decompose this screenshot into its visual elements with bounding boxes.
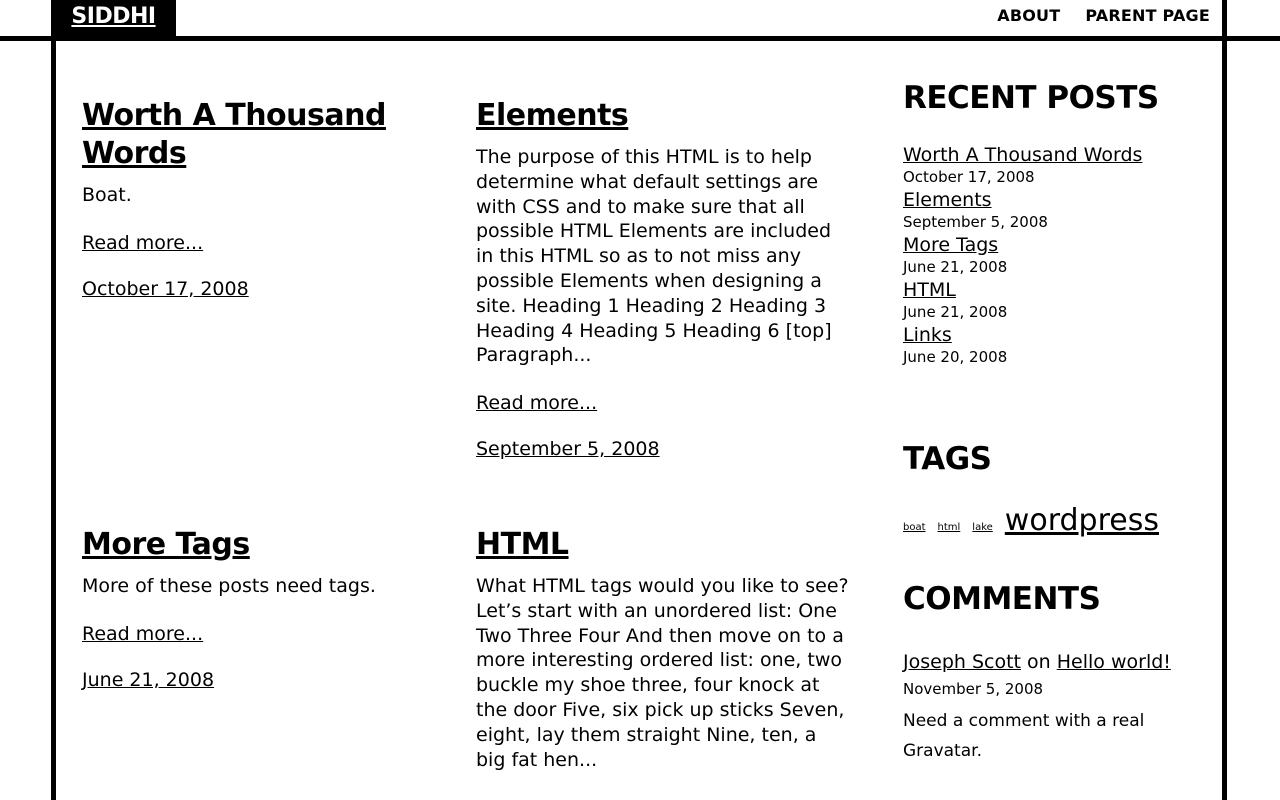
post-excerpt: What HTML tags would you like to see? Let’s start with an unordered list: One Two Three Four And then move on to a more interesting ordered list: one, two buckle my shoe three, four knock at the door Five, six pick up sticks Seven, eight, lay them straight Nine, ten, a big fat hen... xyxy=(476,575,849,771)
post-excerpt: The purpose of this HTML is to help determine what default settings are with CSS and to make sure that all possible HTML Elements are included in this HTML so as to not miss any possible Elements when designing a site. Heading 1 Heading 2 Heading 3 Heading 4 Heading 5 Heading 6 [top] Paragraph... xyxy=(476,146,832,367)
post-excerpt: More of these posts need tags. xyxy=(82,575,376,597)
recent-post-date: June 21, 2008 xyxy=(903,303,1008,321)
list-item xyxy=(903,323,1223,367)
post-card xyxy=(476,97,851,460)
post-card xyxy=(476,526,851,772)
tag-link-lake[interactable]: lake xyxy=(972,522,993,533)
post-title[interactable]: HTML xyxy=(476,527,569,562)
recent-post-link[interactable]: Links xyxy=(903,324,952,346)
tag-link-html[interactable]: html xyxy=(937,522,961,533)
nav-about[interactable]: ABOUT xyxy=(997,6,1061,25)
list-item xyxy=(903,278,1223,322)
tags-heading: TAGS xyxy=(903,441,992,477)
post-excerpt: Boat. xyxy=(82,184,132,206)
post-title[interactable]: More Tags xyxy=(82,527,250,562)
comment-post-link[interactable]: Hello world! xyxy=(1056,651,1171,673)
recent-post-link[interactable]: Elements xyxy=(903,189,992,211)
post-card xyxy=(82,97,412,300)
comments-heading: COMMENTS xyxy=(903,581,1101,617)
list-item xyxy=(903,188,1223,232)
comment-date: November 5, 2008 xyxy=(903,680,1044,698)
recent-post-date: October 17, 2008 xyxy=(903,168,1035,186)
top-nav xyxy=(997,6,1210,25)
read-more-link[interactable]: Read more... xyxy=(82,231,204,254)
recent-post-link[interactable]: More Tags xyxy=(903,234,999,256)
header-divider xyxy=(0,36,1280,41)
post-title[interactable]: Worth A Thousand Words xyxy=(82,98,386,171)
recent-post-link[interactable]: HTML xyxy=(903,279,956,301)
comment-on-text: on xyxy=(1027,651,1051,673)
read-more-link[interactable]: Read more... xyxy=(82,622,204,645)
comment-header xyxy=(903,648,1203,676)
nav-parent-page[interactable]: PARENT PAGE xyxy=(1085,6,1210,25)
site-logo[interactable]: SIDDHI xyxy=(51,0,176,38)
comment-text: Need a comment with a real Gravatar. xyxy=(903,711,1145,761)
recent-comment xyxy=(903,648,1203,766)
recent-post-date: June 21, 2008 xyxy=(903,258,1008,276)
recent-post-date: September 5, 2008 xyxy=(903,213,1048,231)
post-title[interactable]: Elements xyxy=(476,98,629,133)
tag-link-wordpress[interactable]: wordpress xyxy=(1004,503,1159,538)
list-item xyxy=(903,233,1223,277)
post-date-link[interactable]: September 5, 2008 xyxy=(476,438,660,461)
post-date-link[interactable]: June 21, 2008 xyxy=(82,668,215,691)
tag-cloud xyxy=(903,503,1159,538)
read-more-link[interactable]: Read more... xyxy=(476,392,598,415)
tag-link-boat[interactable]: boat xyxy=(903,522,926,533)
recent-post-date: June 20, 2008 xyxy=(903,348,1008,366)
frame-left-border xyxy=(51,0,56,800)
post-card xyxy=(82,526,412,691)
recent-post-link[interactable]: Worth A Thousand Words xyxy=(903,144,1143,166)
frame-right-border xyxy=(1222,0,1227,800)
post-date-link[interactable]: October 17, 2008 xyxy=(82,277,249,300)
recent-posts-heading: RECENT POSTS xyxy=(903,80,1159,116)
list-item xyxy=(903,143,1223,187)
comment-author-link[interactable]: Joseph Scott xyxy=(903,651,1021,673)
recent-posts-list xyxy=(903,143,1223,368)
